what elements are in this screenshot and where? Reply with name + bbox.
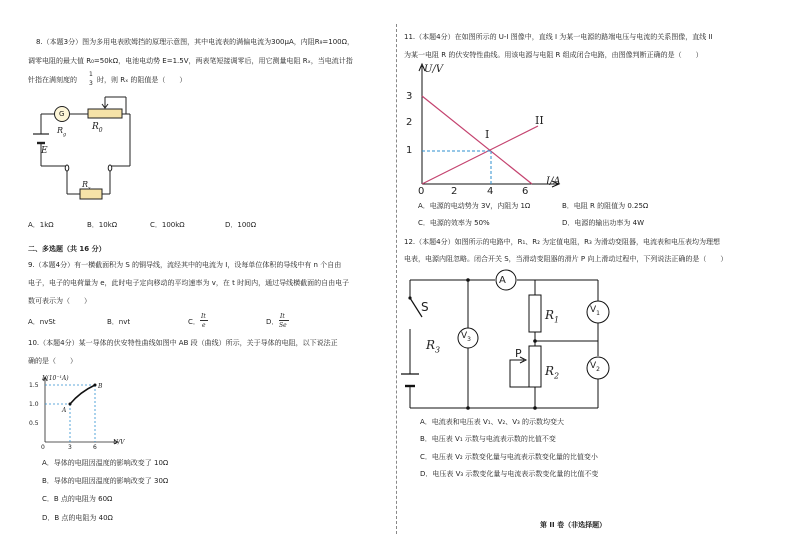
q12-line2: 电表，电源内阻忽略。闭合开关 S，当滑动变阻器的滑片 P 向上滑动过程中，下列说法正确的是（ ） [404, 255, 728, 263]
slider-arrow-icon [102, 97, 108, 108]
q11-option-a[interactable]: A．电源的电动势为 3V，内阻为 1Ω [418, 202, 531, 210]
q9-option-c-num: It [201, 313, 206, 320]
q10-point-a [69, 403, 72, 406]
q11-x-label: I/A [546, 176, 561, 187]
q10-point-b [94, 384, 97, 387]
q11-option-b[interactable]: B．电阻 R 的阻值为 0.25Ω [562, 202, 649, 210]
q9-option-d-label: D． [266, 318, 279, 326]
q9-line3: 数可表示为（ ） [28, 297, 91, 305]
q12-ammeter-label: A [499, 275, 506, 286]
q10-y-label: I/(10⁻¹A) [42, 375, 69, 382]
q10-x-tick-0: 0 [41, 444, 45, 451]
q11-y-tick-2: 2 [406, 117, 413, 128]
q11-x-tick-4: 4 [487, 186, 494, 197]
q11-y-label: U/V [424, 64, 444, 75]
q8-r0-label: $R_0$ [92, 122, 103, 134]
q10-label-b: B [98, 383, 103, 390]
q11-line-i-label: I [485, 128, 490, 141]
q9-option-c-den: e [202, 322, 206, 329]
q8-line2: 调零电阻的最大值 R₀=50kΩ，电池电动势 E=1.5V，两表笔短接调零后，用它测量电阻 Rₓ，当电流计指 [28, 57, 353, 65]
q12-option-d[interactable]: D．电压表 V₃ 示数变化量与电流表示数变化量的比值不变 [420, 470, 599, 478]
q12-slider-p-label: P [515, 347, 522, 360]
q9-option-d-num: It [280, 313, 285, 320]
q12-r1-label: $R_1$ [545, 308, 560, 325]
q12-r2-label: $R_2$ [545, 364, 560, 381]
q12-option-c[interactable]: C．电压表 V₂ 示数变化量与电流表示数变化量的比值变小 [420, 453, 598, 461]
q10-option-a[interactable]: A．导体的电阻因温度的影响改变了 10Ω [42, 459, 169, 467]
q11-line-ii-label: II [535, 114, 544, 127]
q8-frac-num: 1 [89, 71, 93, 78]
q11-x-tick-2: 2 [451, 186, 458, 197]
q10-y-tick-1.0: 1.0 [29, 401, 39, 408]
q9-option-a[interactable]: A．nvSt [28, 318, 56, 326]
q12-r3-label: $R_3$ [426, 338, 441, 355]
q10-y-tick-0.5: 0.5 [29, 420, 39, 427]
q9-line1: 9.（本题4分）有一横截面积为 S 的铜导线，流经其中的电流为 I，设每单位体积的导线中有 n 个自由 [28, 261, 342, 269]
q11-line1: 11.（本题4分）在如图所示的 U-I 图像中，直线 I 为某一电源的路端电压与电流的关系图像，直线 II [404, 33, 713, 41]
q11-line-i [422, 96, 532, 184]
junction-dots [466, 278, 537, 410]
q8-option-a[interactable]: A．1kΩ [28, 221, 54, 229]
q10-line2: 确的是（ ） [28, 357, 77, 365]
q8-e-label: E [41, 146, 48, 156]
column-divider [396, 24, 397, 534]
q9-line2: 电子，电子的电荷量为 e，此时电子定向移动的平均速率为 v，在 t 时间内，通过导线横截面的自由电子 [28, 279, 350, 287]
q10-curve-ab [70, 385, 95, 404]
battery-icon [33, 134, 49, 143]
q12-option-b[interactable]: B．电压表 V₁ 示数与电流表示数的比值不变 [420, 435, 556, 443]
q10-label-a: A [62, 407, 67, 414]
q11-y-tick-3: 3 [406, 91, 413, 102]
rheostat-r0-icon [88, 109, 122, 118]
q12-line1: 12.（本题4分）如图所示的电路中，R₁、R₂ 为定值电阻，R₃ 为滑动变阻器，电流表和电压表均为理想 [404, 238, 721, 246]
q12-v3-label: $V_3$ [461, 331, 471, 343]
section-heading-multiple-choice: 二、多选题（共 16 分） [28, 245, 106, 253]
q12-switch-label: S [421, 300, 429, 314]
battery-icon [401, 374, 419, 386]
q12-option-a[interactable]: A．电流表和电压表 V₁、V₂、V₃ 的示数均变大 [420, 418, 565, 426]
probe-icon [56, 165, 112, 171]
q8-rx-label: $R_x$ [82, 180, 91, 192]
q8-rg-label: $R_g$ [57, 126, 67, 138]
q10-option-c[interactable]: C．B 点的电阻为 60Ω [42, 495, 113, 503]
q11-x-tick-6: 6 [522, 186, 529, 197]
q10-line1: 10.（本题4分）某一导体的伏安特性曲线如图中 AB 段（曲线）所示，关于导体的电阻，以下说法正 [28, 339, 338, 347]
q11-option-c[interactable]: C．电源的效率为 50% [418, 219, 490, 227]
q8-g-label: G [59, 110, 65, 118]
resistor-r1-icon [529, 295, 541, 332]
q11-y-tick-1: 1 [406, 145, 413, 156]
section-heading-part-2: 第 II 卷（非选择题） [540, 521, 607, 529]
q9-option-d-den: Se [279, 322, 287, 329]
q10-x-label: U/V [113, 439, 125, 446]
q10-x-tick-3: 3 [68, 444, 72, 451]
q11-option-d[interactable]: D．电源的输出功率为 4W [562, 219, 644, 227]
q10-x-tick-6: 6 [93, 444, 97, 451]
q9-option-b[interactable]: B．nvt [107, 318, 131, 326]
q8-line3b: 时，则 Rₓ 的阻值是（ ） [97, 76, 187, 84]
q9-option-c-label: C． [188, 318, 200, 326]
q11-line2: 为某一电阻 R 的伏安特性曲线。用该电源与电阻 R 组成闭合电路，由图像判断正确的是（ ） [404, 51, 703, 59]
resistor-r2-icon [529, 346, 541, 387]
q10-option-b[interactable]: B．导体的电阻因温度的影响改变了 30Ω [42, 477, 169, 485]
q8-frac-den: 3 [89, 80, 93, 87]
q8-option-d[interactable]: D．100Ω [225, 221, 257, 229]
q10-option-d[interactable]: D．B 点的电阻为 40Ω [42, 514, 113, 522]
q8-option-c[interactable]: C．100kΩ [150, 221, 185, 229]
q12-v2-label: $V_2$ [590, 361, 600, 373]
q8-line3a: 针指在满刻度的 [28, 76, 77, 84]
q8-line1: 8.（本题3分）图为多用电表欧姆挡的原理示意图，其中电流表的满偏电流为300μA，内阻R₉=100Ω， [36, 38, 354, 46]
q8-option-b[interactable]: B．10kΩ [87, 221, 118, 229]
q11-x-tick-0: 0 [418, 186, 425, 197]
q12-v1-label: $V_1$ [590, 305, 600, 317]
q10-y-tick-1.5: 1.5 [29, 382, 39, 389]
